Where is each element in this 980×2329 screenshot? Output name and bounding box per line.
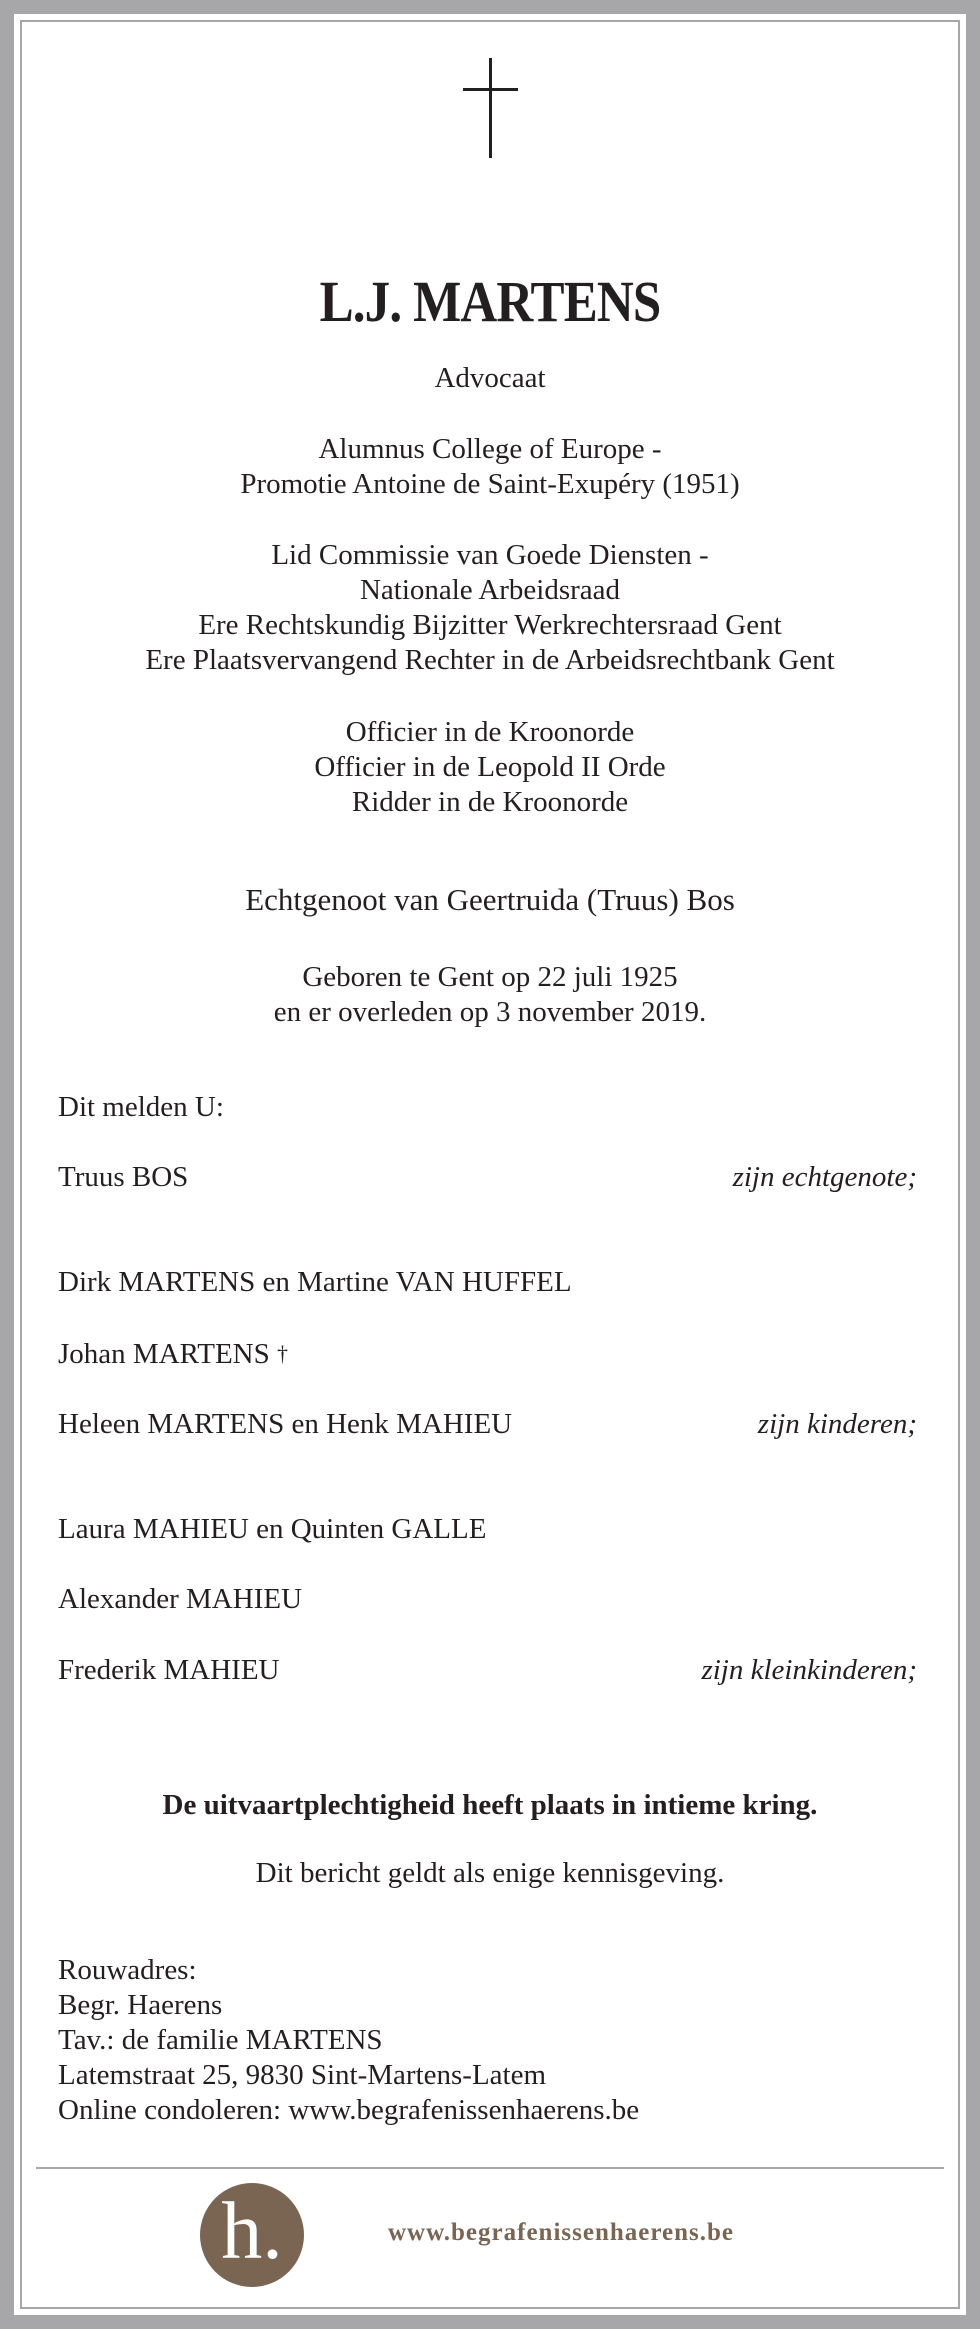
title-line: Officier in de Kroonorde [345,716,635,748]
dagger-icon: † [277,1341,288,1366]
profession: Advocaat [434,362,546,394]
deceased-name: L.J. MARTENS [319,269,661,334]
title-line: Ere Rechtskundig Bijzitter Werkrechtersraad Gent [198,609,782,641]
birth-line: Geboren te Gent op 22 juli 1925 [302,961,678,993]
address-line: Online condoleren: www.begrafenissenhaerens.be [58,2094,640,2126]
website-link[interactable]: www.begrafenissenhaerens.be [388,2219,734,2246]
address-line: Rouwadres: [58,1954,197,1986]
family-member: Truus BOS [58,1161,189,1193]
family-member [58,1336,288,1372]
title-line: Officier in de Leopold II Orde [314,751,666,783]
title-line: Promotie Antoine de Saint-Exupéry (1951) [240,468,740,500]
logo: h. [200,2183,304,2287]
family-member: Dirk MARTENS en Martine VAN HUFFEL [58,1266,572,1298]
family-member: Alexander MAHIEU [58,1583,303,1615]
address-line: Tav.: de familie MARTENS [58,2024,383,2056]
title-line: Ere Plaatsvervangend Rechter in de Arbeidsrechtbank Gent [145,644,835,676]
title-line: Nationale Arbeidsraad [359,574,621,606]
family-member: Heleen MARTENS en Henk MAHIEU [58,1408,513,1440]
address-line: Begr. Haerens [58,1989,223,2021]
address-line: Latemstraat 25, 9830 Sint-Martens-Latem [58,2059,547,2091]
relation-label: zijn echtgenote; [732,1161,917,1193]
announcement-intro: Dit melden U: [58,1091,224,1123]
relation-label: zijn kinderen; [757,1408,917,1440]
family-member-name: Johan MARTENS [58,1338,270,1370]
title-line: Ridder in de Kroonorde [351,786,629,818]
ceremony-line: De uitvaartplechtigheid heeft plaats in intieme kring. [162,1789,818,1821]
family-member: Laura MAHIEU en Quinten GALLE [58,1513,487,1545]
family-member: Frederik MAHIEU [58,1654,280,1686]
relation-label: zijn kleinkinderen; [701,1654,917,1686]
notice-line: Dit bericht geldt als enige kennisgeving. [255,1857,725,1889]
title-line: Alumnus College of Europe - [318,433,662,465]
title-line: Lid Commissie van Goede Diensten - [271,539,709,571]
footer-divider [36,2167,944,2169]
spouse-line: Echtgenoot van Geertruida (Truus) Bos [245,882,735,917]
death-line: en er overleden op 3 november 2019. [273,996,707,1028]
cross-icon [489,58,492,158]
